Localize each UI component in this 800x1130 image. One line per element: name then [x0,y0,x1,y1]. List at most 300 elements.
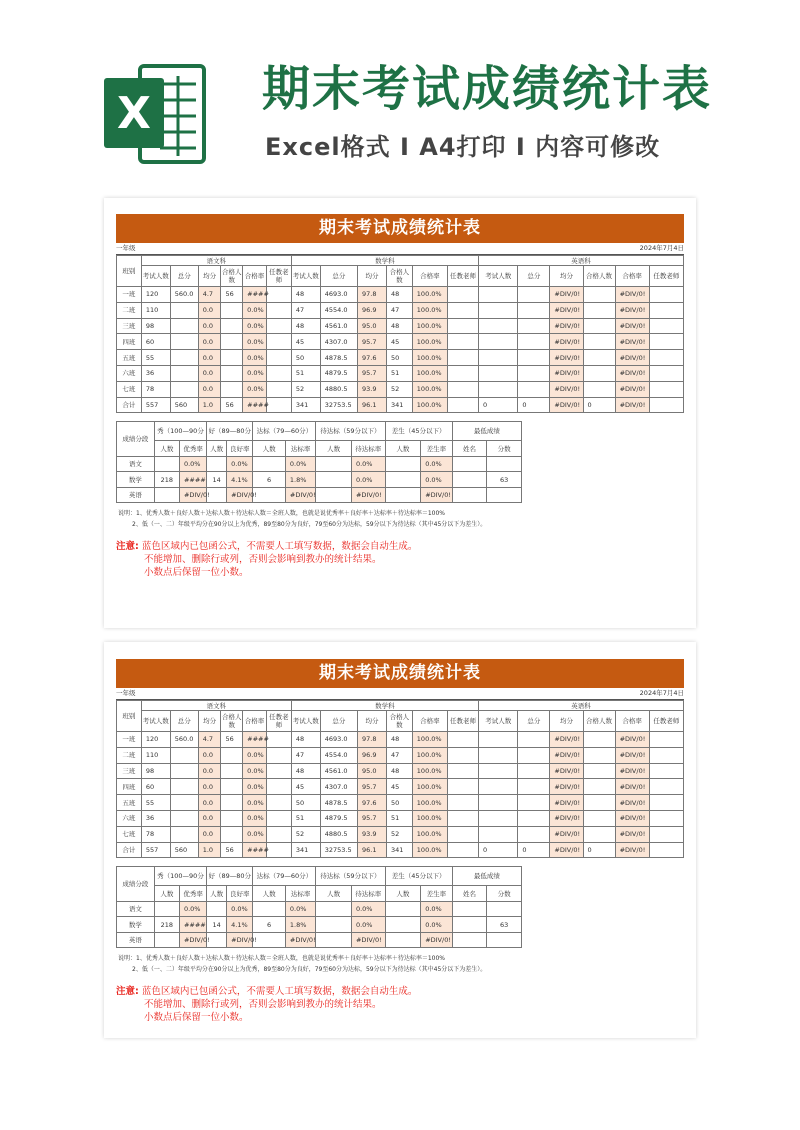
band-cell[interactable] [452,472,487,488]
table-cell[interactable] [266,334,291,350]
table-cell[interactable] [266,826,291,842]
band-cell[interactable]: 1.8% [285,472,315,488]
table-cell[interactable] [170,350,198,366]
table-cell[interactable] [518,302,550,318]
table-cell[interactable]: 三班 [117,763,142,779]
table-cell[interactable]: 二班 [117,302,142,318]
table-cell[interactable]: 48 [386,732,412,748]
band-cell[interactable] [487,487,522,503]
table-cell[interactable] [518,287,550,303]
table-cell[interactable] [583,763,615,779]
table-cell[interactable]: 0.0% [243,763,267,779]
table-cell[interactable]: 七班 [117,826,142,842]
table-cell[interactable] [649,365,683,381]
table-cell[interactable]: 0 [518,397,550,413]
table-cell[interactable]: 100.0% [412,334,447,350]
table-cell[interactable]: 48 [291,732,320,748]
table-cell[interactable]: 100.0% [412,732,447,748]
band-cell[interactable]: 0.0% [179,901,206,917]
band-cell[interactable]: 0.0% [285,456,315,472]
table-cell[interactable] [518,763,550,779]
table-cell[interactable]: 0.0% [243,779,267,795]
table-cell[interactable]: #DIV/0! [550,334,583,350]
table-cell[interactable] [266,381,291,397]
table-cell[interactable]: 51 [386,810,412,826]
table-cell[interactable]: 51 [291,365,320,381]
band-cell[interactable] [385,932,421,948]
table-cell[interactable] [583,365,615,381]
table-cell[interactable] [266,302,291,318]
table-cell[interactable] [221,350,243,366]
table-cell[interactable]: 100.0% [412,747,447,763]
band-cell[interactable] [316,917,352,933]
table-cell[interactable]: 4878.5 [320,795,357,811]
table-cell[interactable] [583,302,615,318]
table-cell[interactable] [479,334,518,350]
table-cell[interactable]: 0.0% [243,350,267,366]
table-cell[interactable] [266,810,291,826]
table-cell[interactable]: #DIV/0! [615,350,649,366]
table-cell[interactable] [447,826,478,842]
table-cell[interactable] [170,318,198,334]
table-cell[interactable] [649,747,683,763]
table-cell[interactable]: 0.0% [243,302,267,318]
table-cell[interactable] [221,381,243,397]
band-cell[interactable] [316,932,352,948]
table-cell[interactable]: 93.9 [358,826,387,842]
table-cell[interactable]: 95.0 [358,318,387,334]
table-cell[interactable] [266,795,291,811]
table-cell[interactable]: #### [243,397,267,413]
table-cell[interactable] [479,795,518,811]
table-cell[interactable]: #DIV/0! [615,779,649,795]
table-cell[interactable]: 110 [141,747,170,763]
band-cell[interactable]: 218 [154,472,179,488]
table-cell[interactable]: 557 [141,842,170,858]
band-cell[interactable]: 14 [207,472,227,488]
band-cell[interactable]: 63 [487,917,522,933]
table-cell[interactable] [221,826,243,842]
table-cell[interactable]: 二班 [117,747,142,763]
band-cell[interactable]: #DIV/0! [351,932,385,948]
table-cell[interactable]: 4554.0 [320,747,357,763]
band-cell[interactable]: #DIV/0! [179,487,206,503]
table-cell[interactable]: 100.0% [412,302,447,318]
table-cell[interactable]: 4693.0 [320,732,357,748]
table-cell[interactable] [266,747,291,763]
table-cell[interactable]: #DIV/0! [550,826,583,842]
band-cell[interactable]: #DIV/0! [285,487,315,503]
table-cell[interactable]: 48 [291,287,320,303]
table-cell[interactable]: 50 [386,795,412,811]
band-cell[interactable]: 218 [154,917,179,933]
table-cell[interactable]: 96.1 [358,842,387,858]
table-cell[interactable]: 一班 [117,732,142,748]
table-cell[interactable]: 4.7 [198,287,221,303]
table-cell[interactable] [266,842,291,858]
band-cell[interactable]: 0.0% [421,901,452,917]
table-cell[interactable]: 100.0% [412,318,447,334]
table-cell[interactable]: #DIV/0! [615,842,649,858]
table-cell[interactable]: 56 [221,842,243,858]
table-cell[interactable]: #DIV/0! [615,826,649,842]
table-cell[interactable]: 1.0 [198,842,221,858]
table-cell[interactable]: 32753.5 [320,842,357,858]
table-cell[interactable]: 95.7 [358,365,387,381]
table-cell[interactable] [583,350,615,366]
table-cell[interactable]: 50 [291,795,320,811]
table-cell[interactable] [479,365,518,381]
band-cell[interactable] [154,487,179,503]
table-cell[interactable] [266,318,291,334]
band-cell[interactable]: #DIV/0! [227,932,253,948]
table-cell[interactable] [266,397,291,413]
table-cell[interactable]: 95.7 [358,334,387,350]
table-cell[interactable]: #DIV/0! [550,795,583,811]
table-cell[interactable] [447,732,478,748]
table-cell[interactable]: #DIV/0! [615,810,649,826]
band-cell[interactable] [452,901,487,917]
band-cell[interactable] [154,456,179,472]
table-cell[interactable] [170,810,198,826]
band-cell[interactable]: #DIV/0! [285,932,315,948]
table-cell[interactable]: 47 [291,302,320,318]
table-cell[interactable]: 56 [221,397,243,413]
table-cell[interactable]: 32753.5 [320,397,357,413]
table-cell[interactable]: 60 [141,334,170,350]
table-cell[interactable] [649,763,683,779]
table-cell[interactable]: 4561.0 [320,318,357,334]
table-cell[interactable]: 一班 [117,287,142,303]
table-cell[interactable]: 四班 [117,779,142,795]
table-cell[interactable]: 560 [170,842,198,858]
band-cell[interactable] [385,456,421,472]
table-cell[interactable] [221,810,243,826]
table-cell[interactable]: 110 [141,302,170,318]
table-cell[interactable] [518,318,550,334]
band-cell[interactable] [385,917,421,933]
table-cell[interactable]: 45 [291,779,320,795]
table-cell[interactable]: 100.0% [412,795,447,811]
table-cell[interactable] [479,381,518,397]
band-cell[interactable]: 0.0% [227,456,253,472]
table-cell[interactable] [583,732,615,748]
table-cell[interactable] [266,365,291,381]
table-cell[interactable]: 78 [141,381,170,397]
table-cell[interactable]: 0.0% [243,810,267,826]
table-cell[interactable]: 48 [386,318,412,334]
table-cell[interactable]: 合计 [117,397,142,413]
table-cell[interactable]: #DIV/0! [550,397,583,413]
band-cell[interactable]: #### [179,917,206,933]
table-cell[interactable] [447,381,478,397]
table-cell[interactable]: #DIV/0! [615,318,649,334]
table-cell[interactable]: 0.0 [198,365,221,381]
table-cell[interactable]: #DIV/0! [615,795,649,811]
table-cell[interactable] [583,287,615,303]
table-cell[interactable] [170,763,198,779]
table-cell[interactable]: 0.0 [198,334,221,350]
table-cell[interactable] [170,302,198,318]
table-cell[interactable]: 52 [386,381,412,397]
table-cell[interactable]: 0.0 [198,318,221,334]
table-cell[interactable] [479,810,518,826]
table-cell[interactable]: 0.0% [243,381,267,397]
table-cell[interactable] [518,826,550,842]
table-cell[interactable]: #DIV/0! [550,732,583,748]
table-cell[interactable] [583,334,615,350]
table-cell[interactable] [221,747,243,763]
table-cell[interactable] [447,810,478,826]
table-cell[interactable]: 96.9 [358,302,387,318]
table-cell[interactable]: 341 [386,842,412,858]
table-cell[interactable]: 0 [518,842,550,858]
table-cell[interactable]: 97.8 [358,732,387,748]
table-cell[interactable]: 50 [291,350,320,366]
table-cell[interactable]: 51 [386,365,412,381]
table-cell[interactable]: #DIV/0! [550,779,583,795]
table-cell[interactable]: 4307.0 [320,334,357,350]
table-cell[interactable]: 55 [141,795,170,811]
band-cell[interactable] [452,932,487,948]
table-cell[interactable] [583,779,615,795]
band-cell[interactable]: 4.1% [227,472,253,488]
table-cell[interactable] [447,318,478,334]
table-cell[interactable]: 100.0% [412,826,447,842]
band-cell[interactable] [316,456,352,472]
table-cell[interactable] [583,810,615,826]
band-cell[interactable] [487,932,522,948]
table-cell[interactable]: 0.0 [198,747,221,763]
table-cell[interactable]: #### [243,842,267,858]
table-cell[interactable] [266,763,291,779]
table-cell[interactable]: #DIV/0! [550,318,583,334]
table-cell[interactable]: 48 [291,318,320,334]
band-cell[interactable] [207,456,227,472]
table-cell[interactable]: 4561.0 [320,763,357,779]
table-cell[interactable]: 4879.5 [320,810,357,826]
table-cell[interactable]: 100.0% [412,842,447,858]
table-cell[interactable]: 95.7 [358,779,387,795]
band-cell[interactable] [385,472,421,488]
table-cell[interactable]: 0 [479,842,518,858]
table-cell[interactable]: 0.0% [243,334,267,350]
table-cell[interactable]: 97.6 [358,795,387,811]
table-cell[interactable] [649,810,683,826]
band-cell[interactable] [207,901,227,917]
table-cell[interactable]: #DIV/0! [615,302,649,318]
table-cell[interactable]: #DIV/0! [615,287,649,303]
table-cell[interactable] [518,795,550,811]
table-cell[interactable] [170,365,198,381]
table-cell[interactable]: 45 [386,779,412,795]
table-cell[interactable]: #DIV/0! [615,747,649,763]
table-cell[interactable] [447,287,478,303]
table-cell[interactable]: 0.0 [198,795,221,811]
band-cell[interactable] [487,456,522,472]
table-cell[interactable]: 56 [221,732,243,748]
table-cell[interactable] [479,779,518,795]
table-cell[interactable]: 4554.0 [320,302,357,318]
table-cell[interactable]: 四班 [117,334,142,350]
table-cell[interactable]: 100.0% [412,287,447,303]
band-cell[interactable]: 0.0% [421,456,452,472]
band-cell[interactable] [253,487,286,503]
table-cell[interactable]: 52 [291,826,320,842]
table-cell[interactable]: 合计 [117,842,142,858]
table-cell[interactable]: 0.0 [198,826,221,842]
band-cell[interactable] [207,487,227,503]
table-cell[interactable]: 52 [386,826,412,842]
table-cell[interactable]: 98 [141,318,170,334]
band-cell[interactable]: 0.0% [421,472,452,488]
table-cell[interactable] [518,732,550,748]
table-cell[interactable]: #DIV/0! [615,732,649,748]
table-cell[interactable]: 4879.5 [320,365,357,381]
table-cell[interactable]: 52 [291,381,320,397]
table-cell[interactable] [649,287,683,303]
band-cell[interactable] [253,901,286,917]
table-cell[interactable]: 0.0% [243,795,267,811]
band-cell[interactable]: 0.0% [351,456,385,472]
table-cell[interactable]: 七班 [117,381,142,397]
table-cell[interactable] [221,795,243,811]
table-cell[interactable]: 45 [386,334,412,350]
table-cell[interactable]: 1.0 [198,397,221,413]
band-cell[interactable]: 1.8% [285,917,315,933]
band-cell[interactable]: 0.0% [285,901,315,917]
table-cell[interactable]: 96.9 [358,747,387,763]
table-cell[interactable]: 56 [221,287,243,303]
table-cell[interactable]: 560.0 [170,732,198,748]
table-cell[interactable] [649,350,683,366]
table-cell[interactable] [518,779,550,795]
table-cell[interactable]: 4880.5 [320,381,357,397]
table-cell[interactable]: 97.6 [358,350,387,366]
table-cell[interactable] [649,795,683,811]
table-cell[interactable] [649,732,683,748]
table-cell[interactable]: 120 [141,732,170,748]
table-cell[interactable]: 341 [386,397,412,413]
table-cell[interactable] [649,334,683,350]
table-cell[interactable] [266,350,291,366]
table-cell[interactable]: 36 [141,365,170,381]
table-cell[interactable]: 100.0% [412,779,447,795]
table-cell[interactable]: 341 [291,397,320,413]
table-cell[interactable]: 100.0% [412,397,447,413]
table-cell[interactable] [649,302,683,318]
table-cell[interactable]: 97.8 [358,287,387,303]
table-cell[interactable]: 0 [583,842,615,858]
table-cell[interactable] [518,365,550,381]
band-cell[interactable] [207,932,227,948]
table-cell[interactable] [447,365,478,381]
table-cell[interactable]: #DIV/0! [550,810,583,826]
table-cell[interactable]: 0 [479,397,518,413]
band-cell[interactable] [452,487,487,503]
table-cell[interactable] [649,779,683,795]
band-cell[interactable]: 6 [253,472,286,488]
table-cell[interactable]: 0.0% [243,365,267,381]
table-cell[interactable]: 48 [291,763,320,779]
table-cell[interactable] [170,747,198,763]
table-cell[interactable]: 98 [141,763,170,779]
table-cell[interactable]: 0.0 [198,810,221,826]
table-cell[interactable] [479,732,518,748]
band-cell[interactable]: 0.0% [179,456,206,472]
table-cell[interactable]: 48 [386,287,412,303]
table-cell[interactable] [221,318,243,334]
band-cell[interactable]: #DIV/0! [179,932,206,948]
band-cell[interactable]: 14 [207,917,227,933]
table-cell[interactable]: #DIV/0! [550,747,583,763]
table-cell[interactable]: 0 [583,397,615,413]
table-cell[interactable] [447,350,478,366]
band-cell[interactable]: #DIV/0! [421,932,452,948]
table-cell[interactable] [518,810,550,826]
table-cell[interactable] [170,381,198,397]
table-cell[interactable]: #DIV/0! [550,350,583,366]
table-cell[interactable] [649,397,683,413]
band-cell[interactable]: 0.0% [351,917,385,933]
table-cell[interactable]: 100.0% [412,350,447,366]
band-cell[interactable]: 63 [487,472,522,488]
table-cell[interactable] [447,779,478,795]
table-cell[interactable]: 4307.0 [320,779,357,795]
table-cell[interactable]: #DIV/0! [550,365,583,381]
table-cell[interactable] [479,747,518,763]
table-cell[interactable]: 45 [291,334,320,350]
table-cell[interactable]: 95.7 [358,810,387,826]
table-cell[interactable] [479,763,518,779]
table-cell[interactable] [221,334,243,350]
table-cell[interactable] [649,381,683,397]
band-cell[interactable] [316,487,352,503]
table-cell[interactable]: #DIV/0! [550,381,583,397]
table-cell[interactable] [266,287,291,303]
table-cell[interactable] [266,732,291,748]
table-cell[interactable]: 六班 [117,810,142,826]
table-cell[interactable]: 48 [386,763,412,779]
table-cell[interactable]: 0.0 [198,350,221,366]
table-cell[interactable]: 341 [291,842,320,858]
table-cell[interactable]: #DIV/0! [615,763,649,779]
table-cell[interactable] [583,795,615,811]
band-cell[interactable] [452,456,487,472]
table-cell[interactable]: 560 [170,397,198,413]
band-cell[interactable] [253,932,286,948]
table-cell[interactable] [479,302,518,318]
band-cell[interactable] [487,901,522,917]
table-cell[interactable] [221,779,243,795]
table-cell[interactable]: 4878.5 [320,350,357,366]
table-cell[interactable] [170,334,198,350]
table-cell[interactable]: #DIV/0! [615,381,649,397]
table-cell[interactable]: 0.0% [243,318,267,334]
band-cell[interactable]: 0.0% [421,917,452,933]
table-cell[interactable]: 557 [141,397,170,413]
table-cell[interactable] [266,779,291,795]
band-cell[interactable] [316,901,352,917]
band-cell[interactable]: 4.1% [227,917,253,933]
band-cell[interactable] [253,456,286,472]
table-cell[interactable] [518,334,550,350]
table-cell[interactable]: #### [243,287,267,303]
table-cell[interactable]: #DIV/0! [615,365,649,381]
band-cell[interactable] [154,901,179,917]
table-cell[interactable] [170,779,198,795]
table-cell[interactable]: 0.0 [198,763,221,779]
